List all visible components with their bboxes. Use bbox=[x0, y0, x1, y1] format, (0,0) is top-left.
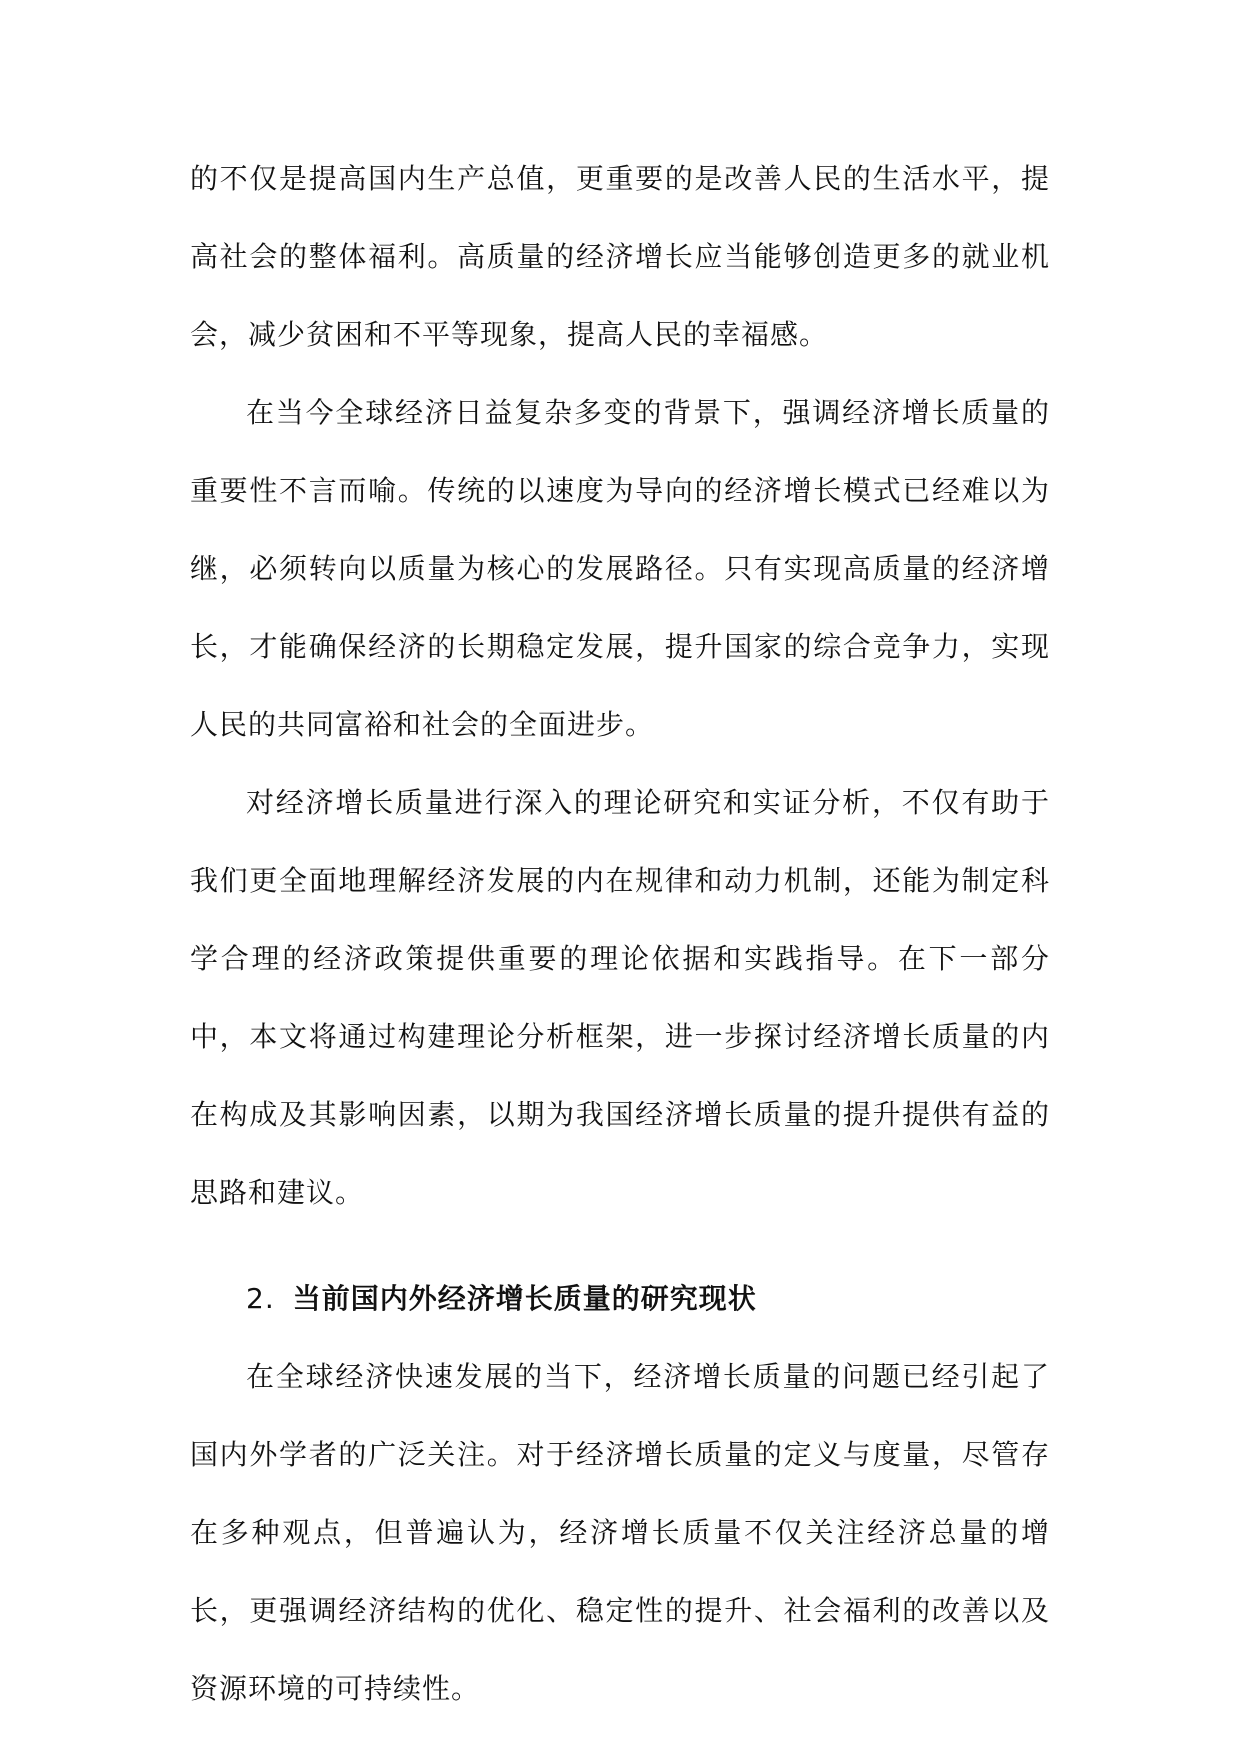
paragraph-continued: 的不仅是提高国内生产总值，更重要的是改善人民的生活水平，提高社会的整体福利。高质量的经济增长应当能够创造更多的就业机会，减少贫困和不平等现象，提高人民的幸福感。 bbox=[190, 162, 1050, 351]
section-number: 2. bbox=[246, 1282, 275, 1315]
section-title: 当前国内外经济增长质量的研究现状 bbox=[292, 1282, 757, 1315]
section-heading bbox=[190, 1260, 1050, 1338]
document-body bbox=[190, 140, 1050, 1728]
paragraph-importance: 在当今全球经济日益复杂多变的背景下，强调经济增长质量的重要性不言而喻。传统的以速度为导向的经济增长模式已经难以为继，必须转向以质量为核心的发展路径。只有实现高质量的经济增长，才能确保经济的长期稳定发展，提升国家的综合竞争力，实现人民的共同富裕和社会的全面进步。 bbox=[190, 396, 1050, 741]
paragraph-research-status: 在全球经济快速发展的当下，经济增长质量的问题已经引起了国内外学者的广泛关注。对于经济增长质量的定义与度量，尽管存在多种观点，但普遍认为，经济增长质量不仅关注经济总量的增长，更强调经济结构的优化、稳定性的提升、社会福利的改善以及资源环境的可持续性。 bbox=[190, 1360, 1050, 1705]
paragraph-research-significance: 对经济增长质量进行深入的理论研究和实证分析，不仅有助于我们更全面地理解经济发展的内在规律和动力机制，还能为制定科学合理的经济政策提供重要的理论依据和实践指导。在下一部分中，本文将通过构建理论分析框架，进一步探讨经济增长质量的内在构成及其影响因素，以期为我国经济增长质量的提升提供有益的思路和建议。 bbox=[190, 786, 1050, 1209]
